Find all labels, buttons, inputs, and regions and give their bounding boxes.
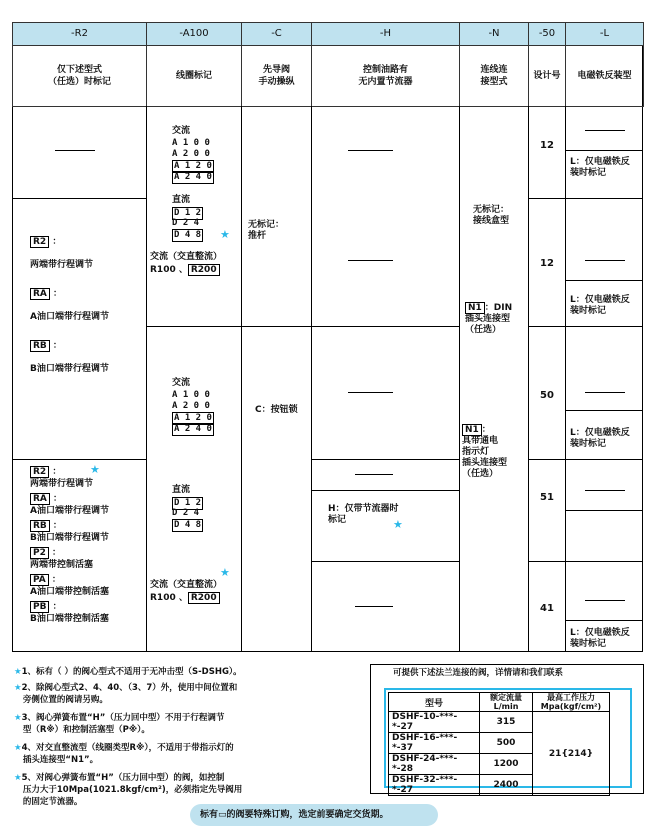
note-item: ★2、除阀心型式2、4、40、（3、7）外，使用中间位置和 旁侧位置的阀请另购。 [14, 683, 238, 705]
star-icon: ★ [14, 713, 22, 723]
header-title: 电磁铁反装型 [565, 45, 644, 107]
throttle-h-label: H：仅带节流器时 标记 [328, 504, 399, 525]
coil-ac-code: A 2 4 0 [174, 172, 212, 182]
r2-option-label: B油口端带控制活塞 [30, 614, 109, 624]
reverse-label: L：仅电磁铁反 装时标记 [570, 295, 630, 316]
manual-c-label: C：按钮锁 [255, 405, 298, 415]
main-table [12, 22, 643, 652]
star-icon: ★ [14, 743, 22, 753]
coil-ac-label: 交流 [172, 126, 191, 136]
coil-rect-codes: R100 、 R200 [150, 592, 220, 604]
star-marker-icon: ★ [90, 463, 100, 476]
coil-dc-code: D 2 4 [172, 218, 200, 228]
coil-dc-code: D 4 8 [174, 230, 202, 240]
flange-header: 型号 [389, 693, 480, 712]
design-number: 12 [540, 140, 554, 151]
r2-option-label: 两端带行程调节 [30, 479, 94, 489]
header-code: -50 [528, 22, 566, 46]
star-icon: ★ [14, 773, 22, 783]
conn-none-label: 无标记： 接线盒型 [473, 205, 510, 226]
coil-dc-label: 直流 [172, 485, 191, 495]
r2-option-label: 两端带行程调节 [30, 260, 94, 270]
header-code: -H [311, 22, 460, 46]
reverse-label: L：仅电磁铁反 装时标记 [570, 157, 630, 178]
coil-ac-code: A 1 2 0 [174, 413, 212, 423]
coil-ac-code: A 1 0 0 [172, 138, 210, 148]
coil-ac-code: A 2 4 0 [174, 424, 212, 434]
header-code: -C [241, 22, 312, 46]
r2-option-code: R2 ： [30, 466, 61, 478]
flange-header: 最高工作压力 Mpa(kgf/cm²) [533, 693, 610, 712]
star-icon: ★ [14, 667, 22, 677]
r2-option-code: PB ： [30, 601, 62, 613]
r2-option-label: 两端带控制活塞 [30, 560, 94, 570]
flange-title: 可提供下述法兰连接的阀，详情请和我们联系 [393, 668, 564, 678]
star-marker-icon: ★ [220, 228, 230, 241]
r2-option-label: B油口端带行程调节 [30, 533, 109, 543]
r2-option-code: RB ： [30, 520, 62, 532]
note-item: ★4、对交直整流型（线圈类型R※），不适用于带指示灯的 插头连接型“N1”。 [14, 743, 234, 765]
r2-option-code: RB ： [30, 340, 62, 352]
coil-rect-codes: R100 、 R200 [150, 264, 220, 276]
header-code: -R2 [12, 22, 147, 46]
conn-n1-din: N1 ：DIN 插头连接型 （任选） [465, 303, 513, 335]
note-item: ★5、对阀心弹簧布置“H”（压力回中型）的阀，如控制 压力大于10Mpa(1021.8kgf/cm²)，必须指定先导阀用 的固定节流器。 [14, 773, 243, 807]
coil-ac-label: 交流 [172, 378, 191, 388]
r2-option-code: PA ： [30, 574, 61, 586]
flange-table: 型号 额定流量 L/min 最高工作压力 Mpa(kgf/cm²) DSHF-10-***-*-27 315 21{214} DSHF-16-***-*-37 500 DSHF-24-***-*-28 1200 DSHF-32-***-*-27 2400 [388, 692, 610, 796]
r2-option-label: A油口端带行程调节 [30, 506, 109, 516]
header-title: 设计号 [528, 45, 566, 107]
r2-option-code: R2 ： [30, 236, 61, 248]
coil-ac-code: A 1 0 0 [172, 390, 210, 400]
star-marker-icon: ★ [220, 566, 230, 579]
note-item: ★1、标有（ ）的阀心型式不适用于无冲击型（S-DSHG）。 [14, 667, 242, 677]
header-title: 线圈标记 [146, 45, 242, 107]
coil-dc-code: D 1 2 [174, 208, 202, 218]
r2-option-label: A油口端带行程调节 [30, 312, 109, 322]
coil-dc-code: D 2 4 [172, 508, 200, 518]
design-number: 41 [540, 603, 554, 614]
coil-rect-label: 交流（交直整流） [150, 580, 223, 590]
flange-header: 额定流量 L/min [480, 693, 533, 712]
coil-ac-code: A 1 2 0 [174, 161, 212, 171]
r2-option-code: P2 ： [30, 547, 61, 559]
coil-ac-code: A 2 0 0 [172, 149, 210, 159]
coil-dc-code: D 1 2 [174, 498, 202, 508]
header-title: 仅下述型式 （任选）时标记 [12, 45, 147, 107]
r2-option-label: A油口端带控制活塞 [30, 587, 109, 597]
header-code: -L [565, 22, 644, 46]
design-number: 12 [540, 258, 554, 269]
r2-option-code: RA ： [30, 493, 62, 505]
r2-option-code: RA ： [30, 288, 62, 300]
reverse-label: L：仅电磁铁反 装时标记 [570, 628, 630, 649]
header-code: -N [459, 22, 529, 46]
design-number: 50 [540, 390, 554, 401]
manual-none-label: 无标记： 推杆 [248, 220, 285, 241]
header-code: -A100 [146, 22, 242, 46]
header-title: 控制油路有 无内置节流器 [311, 45, 460, 107]
star-icon: ★ [14, 683, 22, 693]
conn-n1-lamp: N1 ： 具带通电 指示灯 插头连接型 （任选） [462, 425, 508, 479]
coil-ac-code: A 2 0 0 [172, 401, 210, 411]
footer-text: 标有▭的阀要特殊订购，选定前要确定交货期。 [200, 810, 389, 820]
note-item: ★3、阀心弹簧布置“H”（压力回中型）不用于行程调节 型（R※）和控制活塞型（P※）。 [14, 713, 225, 735]
design-number: 51 [540, 492, 554, 503]
header-title: 先导阀 手动操纵 [241, 45, 312, 107]
r2-option-label: B油口端带行程调节 [30, 364, 109, 374]
coil-dc-label: 直流 [172, 195, 191, 205]
coil-rect-label: 交流（交直整流） [150, 252, 223, 262]
star-marker-icon: ★ [393, 518, 403, 531]
reverse-label: L：仅电磁铁反 装时标记 [570, 428, 630, 449]
header-title: 连线连 接型式 [459, 45, 529, 107]
coil-dc-code: D 4 8 [174, 520, 202, 530]
r2-none-dash [55, 150, 95, 151]
